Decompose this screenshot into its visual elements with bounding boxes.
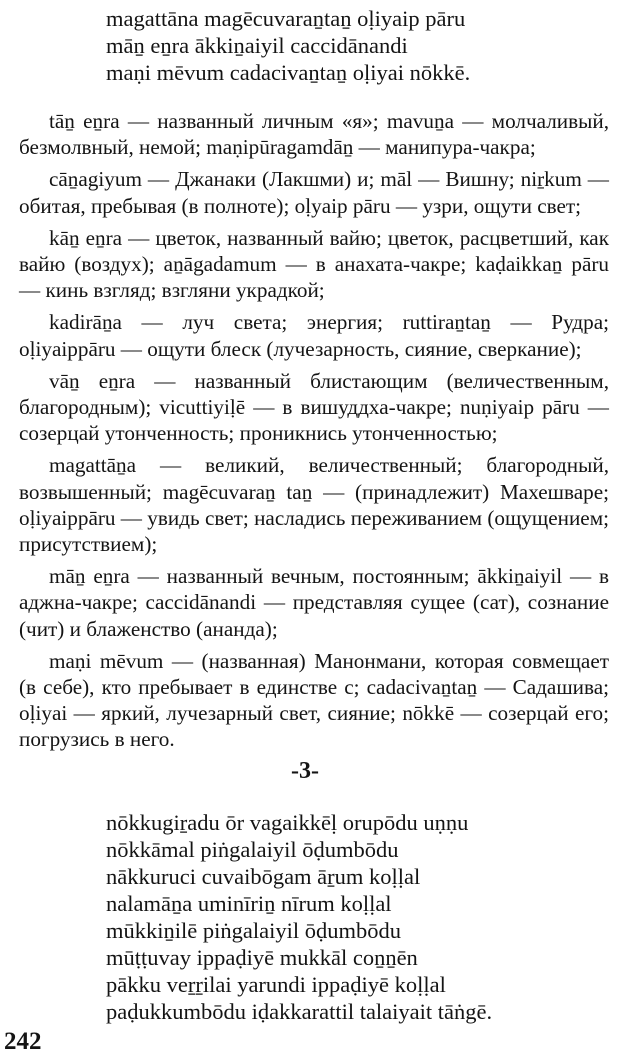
verse-line: nalamāṉa uminīriṉ nīrum koḷḷal: [106, 891, 392, 916]
glossary-entry: kāṉ eṉra — цветок, названный вайю; цветок, расцветший, как вайю (воздух); aṉāgadamum — в анахата-чакре; kaḍaikkaṉ pāru — кинь взгляд; взгляни украдкой;: [19, 225, 609, 303]
verse-line: māṉ eṉra ākkiṉaiyil caccidānandi: [106, 33, 408, 58]
verse-line: nākkuruci cuvaibōgam āṟum koḷḷal: [106, 864, 421, 889]
verse-stanza-bottom: [106, 809, 492, 1025]
glossary-entry: cāṉagiyum — Джанаки (Лакшми) и; māl — Вишну; niṟkum — обитая, пребывая (в полноте); oḷyaip pāru — узри, ощути свет;: [19, 167, 609, 218]
verse-line: mūkkiṉilē piṅgalaiyil ōḍumbōdu: [106, 918, 401, 943]
verse-line: paḍukkumbōdu iḍakkarattil talaiyait tāṅgē.: [106, 999, 493, 1024]
verse-line: nōkkāmal piṅgalaiyil ōḍumbōdu: [106, 837, 399, 862]
glossary-entry: maṇi mēvum — (названная) Манонмани, которая совмещает (в себе), кто пребывает в единстве с; cadacivaṉtaṉ — Садашива; oḷiyai — яркий, лучезарный свет, сияние; nōkkē — созерцай его; погрузись в него.: [19, 648, 609, 752]
page-number: 242: [4, 1028, 42, 1055]
glossary: [19, 108, 609, 753]
verse-line: pākku veṟṟilai yarundi ippaḍiyē koḷḷal: [106, 972, 446, 997]
glossary-entry: magattāṉa — великий, величественный; благородный, возвышенный; magēcuvaraṉ taṉ — (принадлежит) Махешваре; oḷiyaippāru — увидь свет; насладись переживанием (ощущением; присутствием);: [19, 453, 609, 557]
section-number: -3-: [291, 758, 319, 784]
glossary-entry: tāṉ eṉra — названный личным «я»; mavuṉa — молчаливый, безмолвный, немой; maṇipūragamdāṉ — манипура-чакра;: [19, 109, 609, 160]
glossary-entry: māṉ eṉra — названный вечным, постоянным; ākkiṉaiyil — в аджна-чакре; caccidānandi — представляя сущее (сат), сознание (чит) и блаженство (ананда);: [19, 564, 609, 641]
verse-line: magattāna magēcuvaraṉtaṉ oḷiyaip pāru: [106, 6, 466, 31]
verse-line: mūṭṭuvay ippaḍiyē mukkāl coṉṉēn: [106, 945, 418, 970]
verse-stanza-top: [106, 5, 470, 86]
glossary-entry: kadirāṉa — луч света; энергия; ruttiraṉtaṉ — Рудра; oḷiyaippāru — ощути блеск (лучезарность, сияние, сверкание);: [19, 310, 609, 361]
verse-line: maṇi mēvum cadacivaṉtaṉ oḷiyai nōkkē.: [106, 60, 471, 85]
verse-line: nōkkugiṟadu ōr vagaikkēḷ orupōdu uṇṇu: [106, 810, 469, 835]
glossary-entry: vāṉ eṉra — названный блистающим (величественным, благородным); vicuttiyiḷē — в вишуддха-чакре; nuṇiyaip pāru — созерцай утонченность; проникнись утонченностью;: [19, 368, 609, 446]
